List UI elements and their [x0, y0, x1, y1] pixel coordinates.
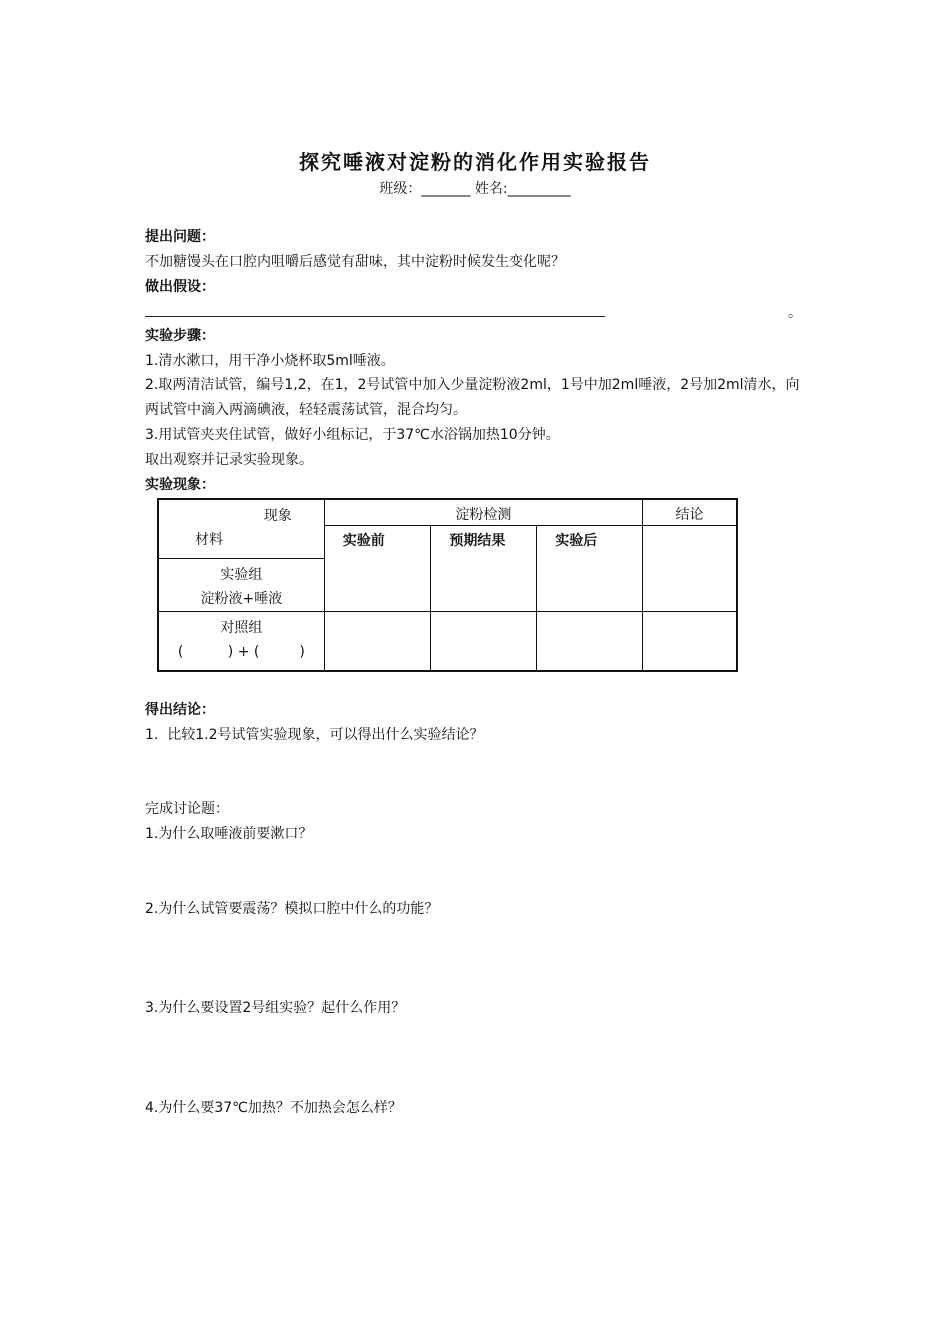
hypothesis-heading: 做出假设：	[145, 279, 215, 295]
experimental-group-label: 实验组	[220, 567, 263, 583]
header-material: 材料	[195, 532, 223, 548]
discussion-question-1: 1.为什么取唾液前要漱口？	[145, 826, 313, 842]
header-conclusion: 结论	[643, 499, 737, 525]
hypothesis-blank-line	[145, 316, 605, 317]
discussion-question-4: 4.为什么要37℃加热？不加热会怎么样？	[145, 1100, 402, 1116]
page-title: 探究唾液对淀粉的消化作用实验报告	[299, 150, 651, 174]
control-group-label: 对照组	[220, 620, 263, 636]
control-after-cell[interactable]	[537, 612, 643, 671]
row-experimental-group	[158, 559, 324, 612]
header-phenomenon: 现象	[263, 508, 292, 524]
discussion-question-3: 3.为什么要设置2号组实验？起什么作用？	[145, 1000, 406, 1016]
observation-table	[157, 498, 738, 672]
hypothesis-end-mark: 。	[788, 305, 802, 321]
step-3: 3.用试管夹夹住试管，做好小组标记，于37℃水浴锅加热10分钟。	[145, 427, 560, 443]
class-name-line: 班级：_______ 姓名:_________	[379, 181, 571, 197]
observation-heading: 实验现象：	[145, 477, 215, 493]
control-expected-cell[interactable]	[431, 612, 537, 671]
control-conclusion-cell[interactable]	[643, 612, 737, 671]
question-heading: 提出问题：	[145, 229, 215, 245]
control-before-cell[interactable]	[324, 612, 431, 671]
control-group-material-blanks: ( ) + ( )	[177, 644, 305, 660]
conclusion-question-1: 1. 比较1.2号试管实验现象，可以得出什么实验结论？	[145, 727, 484, 743]
experimental-group-material: 淀粉液+唾液	[200, 591, 283, 607]
discussion-question-2: 2.为什么试管要震荡？模拟口腔中什么的功能？	[145, 901, 439, 917]
conclusion-heading: 得出结论：	[145, 702, 215, 718]
step-1: 1.清水漱口，用干净小烧杯取5ml唾液。	[145, 353, 395, 369]
table-diagonal-header	[158, 499, 324, 559]
steps-heading: 实验步骤：	[145, 328, 215, 344]
header-after: 实验后	[537, 525, 643, 612]
step-2: 2.取两清洁试管，编号1,2，在1，2号试管中加入少量淀粉液2ml，1号中加2ml唾液，2号加2ml清水，向两试管中滴入两滴碘液，轻轻震荡试管，混合均匀。	[145, 377, 800, 418]
row-control-group	[158, 612, 324, 671]
discussion-heading: 完成讨论题：	[145, 801, 229, 817]
header-expected: 预期结果	[431, 525, 537, 612]
conclusion-cell-experimental[interactable]	[643, 525, 737, 612]
question-text: 不加糖馒头在口腔内咀嚼后感觉有甜味，其中淀粉时候发生变化呢？	[145, 254, 565, 270]
header-before: 实验前	[324, 525, 431, 612]
header-starch-test: 淀粉检测	[324, 499, 642, 525]
step-4: 取出观察并记录实验现象。	[145, 452, 313, 468]
